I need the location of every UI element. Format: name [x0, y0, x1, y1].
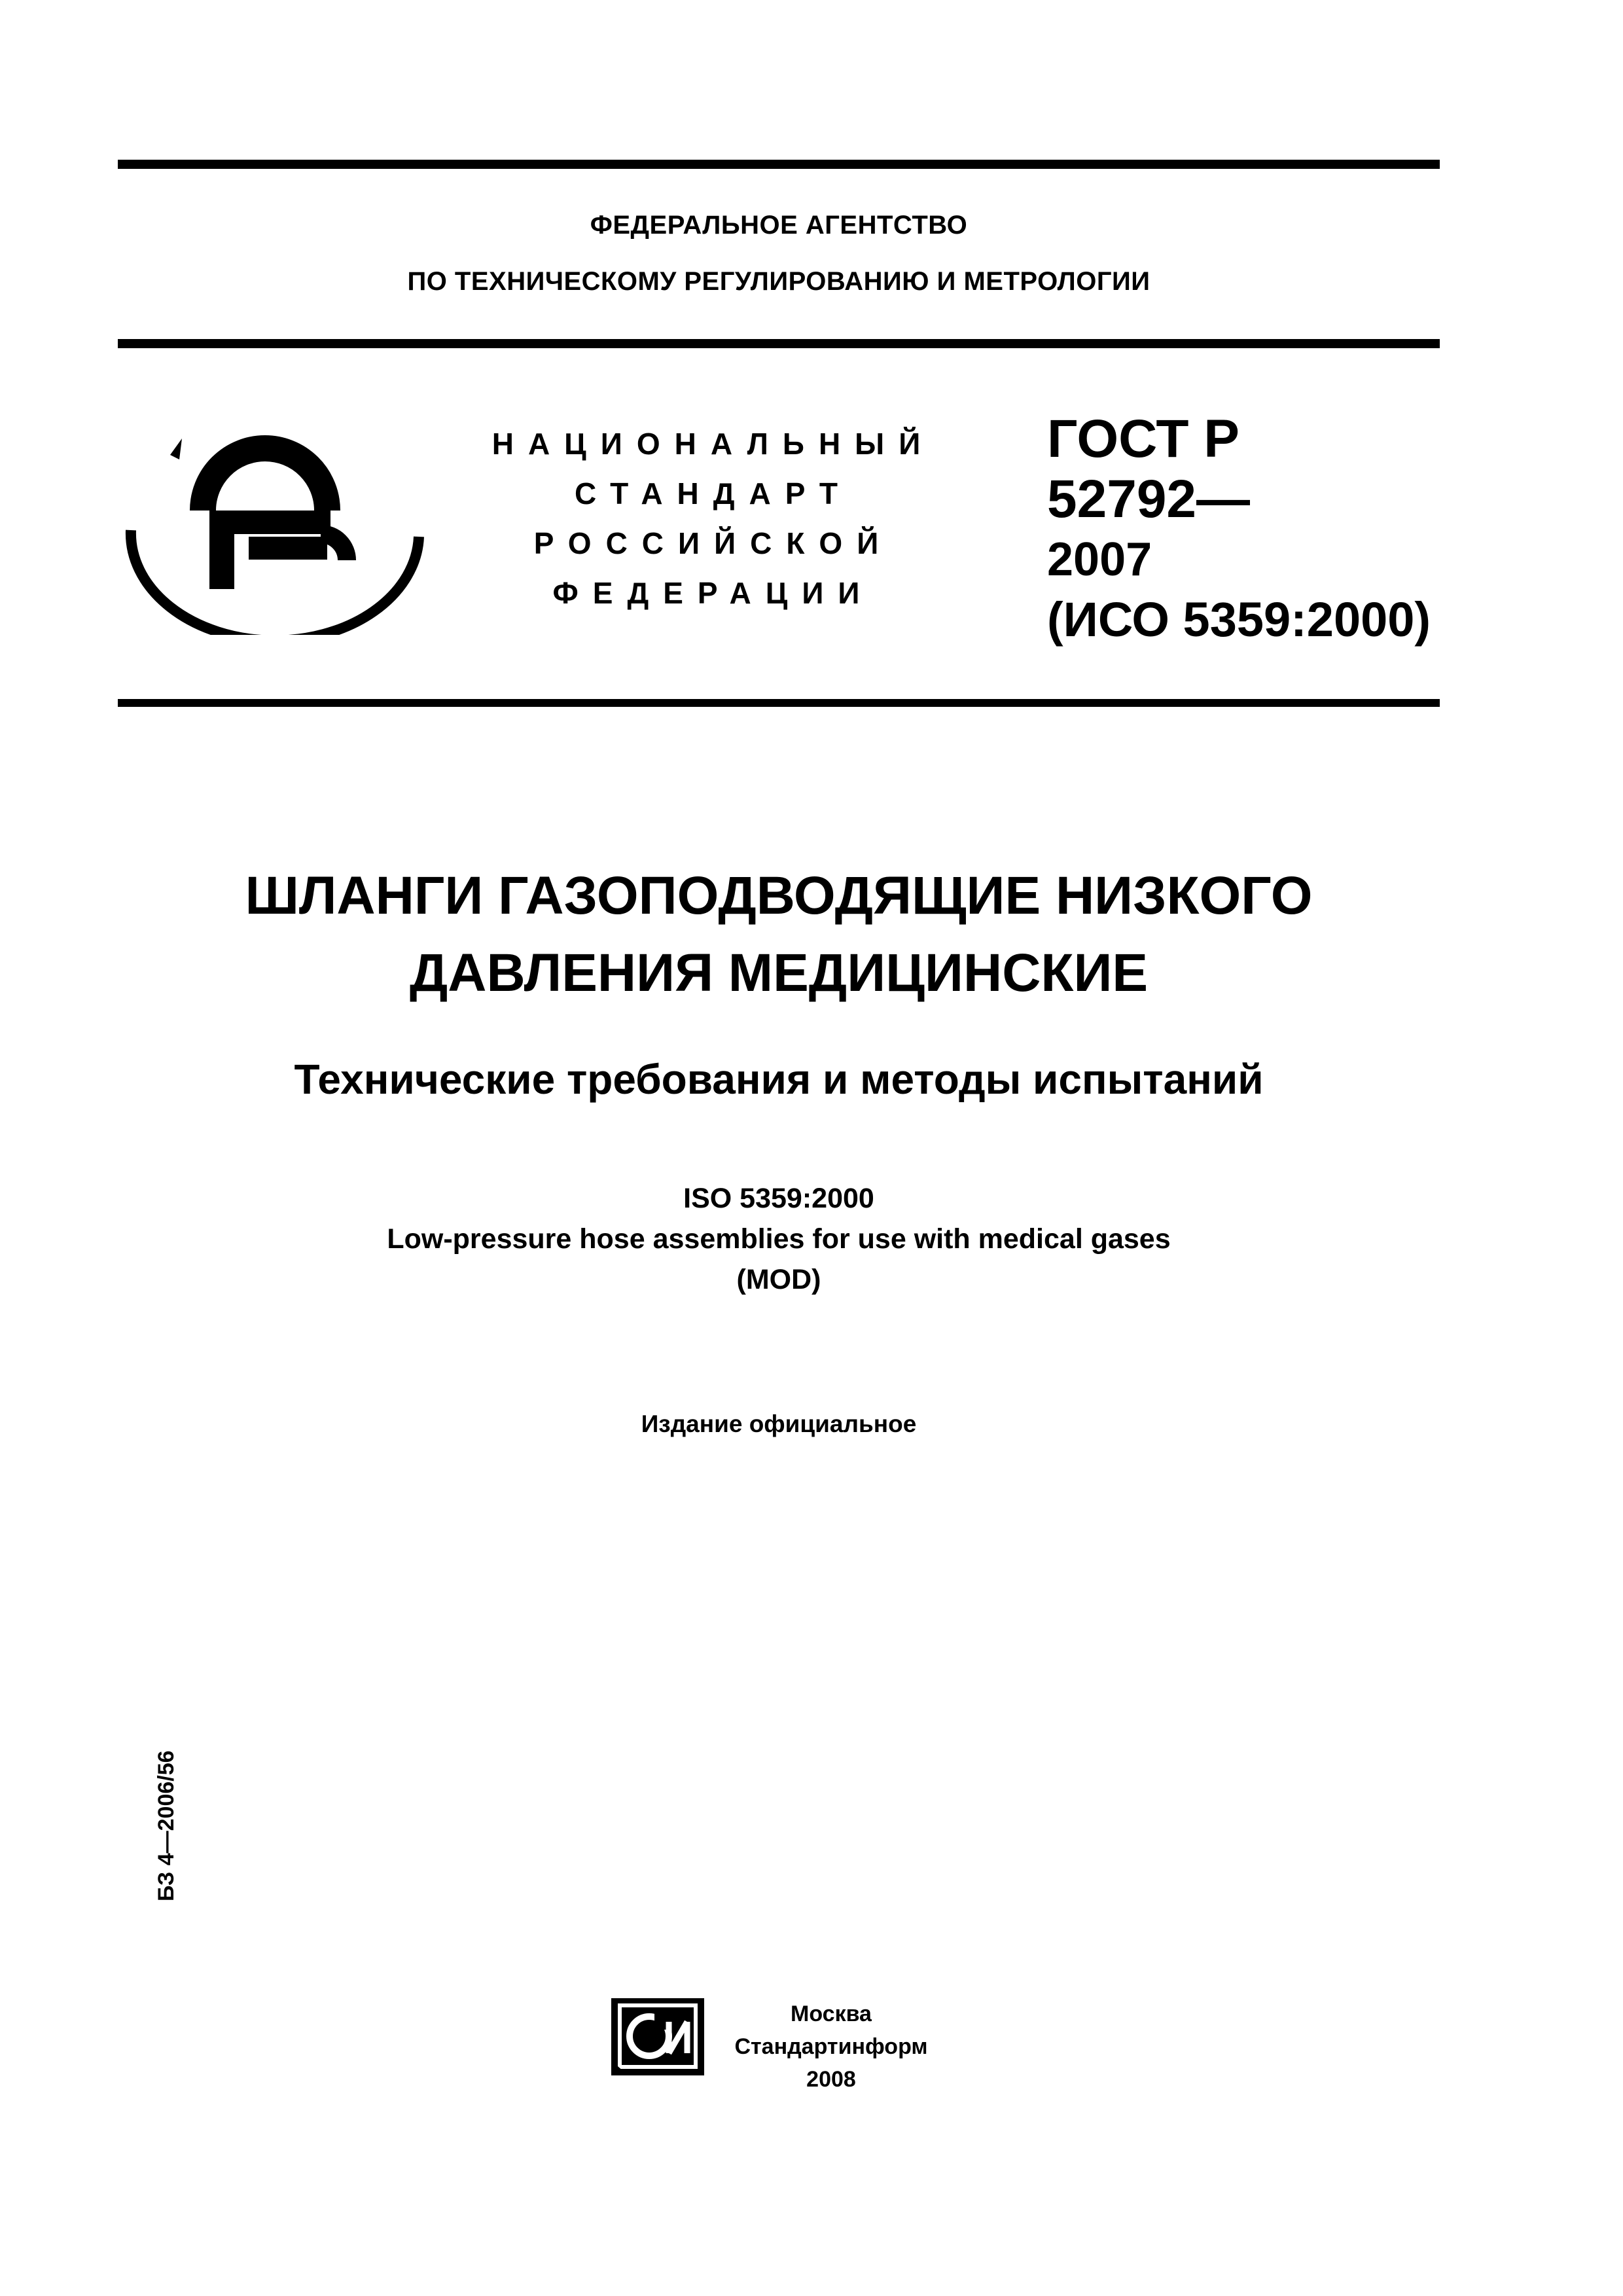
- top-rule: [118, 160, 1440, 169]
- standartinform-logo-icon: [609, 1993, 707, 2078]
- publisher-name: Стандартинформ: [734, 2034, 928, 2059]
- side-catalog-note: БЗ 4—2006/56: [154, 1750, 179, 1901]
- standard-type-line-3: РОССИЙСКОЙ: [533, 526, 893, 560]
- agency-line-1: ФЕДЕРАЛЬНОЕ АГЕНТСТВО: [590, 211, 968, 240]
- standard-type-block: [484, 419, 942, 618]
- masthead-bottom-rule: [118, 699, 1440, 707]
- iso-reference: [118, 1178, 1440, 1300]
- designation-line-3: 2007: [1047, 533, 1152, 586]
- document-title: [118, 857, 1440, 1012]
- gost-r-emblem-icon: [111, 419, 432, 635]
- designation-line-2: 52792—: [1047, 469, 1251, 529]
- title-line-1: ШЛАНГИ ГАЗОПОДВОДЯЩИЕ НИЗКОГО: [245, 866, 1313, 925]
- document-subtitle: Технические требования и методы испытаний: [294, 1056, 1264, 1103]
- publisher-block: [713, 1998, 949, 2096]
- title-line-2: ДАВЛЕНИЯ МЕДИЦИНСКИЕ: [409, 943, 1149, 1003]
- standard-type-line-4: ФЕДЕРАЦИИ: [552, 576, 874, 610]
- publisher-city: Москва: [791, 2001, 872, 2026]
- standard-type-line-1: НАЦИОНАЛЬНЫЙ: [491, 427, 935, 461]
- iso-code: ISO 5359:2000: [683, 1183, 874, 1214]
- edition-label: Издание официальное: [641, 1410, 917, 1437]
- standard-designation: [1047, 409, 1453, 650]
- iso-modification: (MOD): [736, 1264, 821, 1295]
- header-bottom-rule: [118, 339, 1440, 348]
- standard-type-line-2: СТАНДАРТ: [575, 476, 852, 511]
- designation-line-1: ГОСТ Р: [1047, 409, 1240, 469]
- agency-line-2: ПО ТЕХНИЧЕСКОМУ РЕГУЛИРОВАНИЮ И МЕТРОЛОГИИ: [407, 267, 1150, 296]
- iso-english-title: Low-pressure hose assemblies for use with medical gases: [387, 1223, 1171, 1255]
- designation-line-4: (ИСО 5359:2000): [1047, 592, 1431, 647]
- publisher-year: 2008: [806, 2067, 856, 2092]
